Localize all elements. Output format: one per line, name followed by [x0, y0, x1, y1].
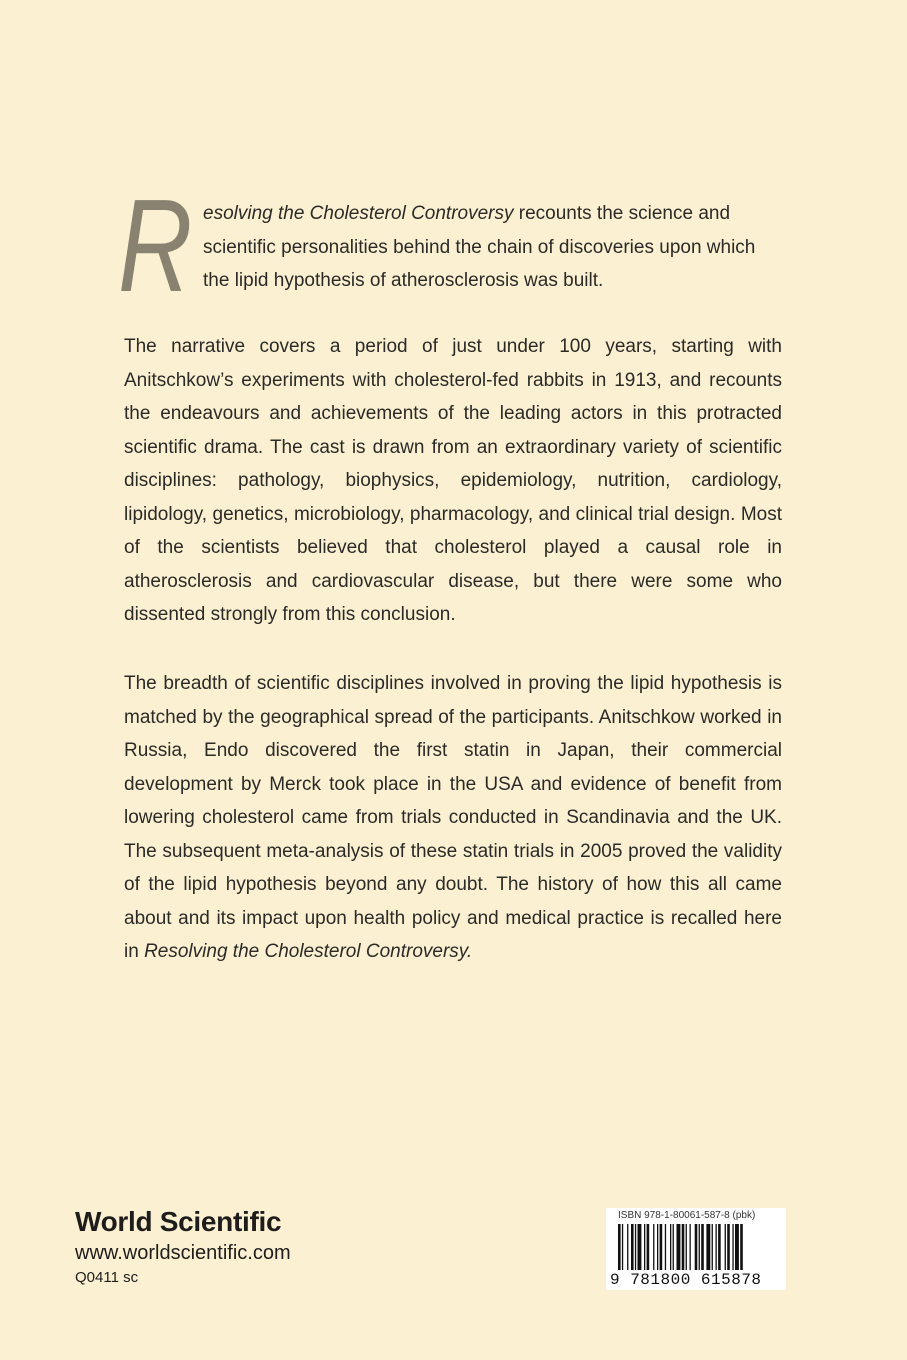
barcode-bar	[690, 1224, 691, 1270]
publisher-block	[75, 1204, 291, 1290]
barcode-bar	[725, 1224, 726, 1270]
barcode-bar	[635, 1224, 636, 1270]
barcode-bar	[695, 1224, 698, 1270]
isbn-barcode	[606, 1208, 786, 1290]
paragraph-narrative: The narrative covers a period of just under 100 years, starting with Anitschkow’s experiments with cholesterol-fed rabbits in 1913, and recounts the endeavours and achievements of the leading actors in this protracted scientific drama. The cast is drawn from an extraordinary variety of scientific disciplines: pathology, biophysics, epidemiology, nutrition, cardiology, lipidology, genetics, microbiology, pharmacology, and clinical trial design. Most of the scientists believed that cholesterol played a causal role in atherosclerosis and cardiovascular disease, but there were some who dissented strongly from this conclusion.	[124, 336, 782, 625]
barcode-bar	[622, 1224, 623, 1270]
barcode-bar	[644, 1224, 645, 1270]
barcode-bars	[606, 1224, 786, 1272]
barcode-bar	[670, 1224, 671, 1270]
barcode-bar	[618, 1224, 621, 1270]
barcode-bar	[718, 1224, 721, 1270]
book-title-italic-closing: Resolving the Cholesterol Controversy.	[144, 941, 473, 962]
paragraph-breadth	[124, 667, 782, 969]
intro-text: recounts the science and scientific personalities behind the chain of discoveries upon which the lipid hypothesis of atherosclerosis was built.	[203, 203, 756, 291]
intro-paragraph	[203, 197, 783, 298]
barcode-bar	[740, 1224, 743, 1270]
barcode-bar	[660, 1224, 663, 1270]
publisher-code: Q0411 sc	[75, 1269, 139, 1286]
barcode-bar	[673, 1224, 674, 1270]
publisher-url[interactable]: www.worldscientific.com	[75, 1242, 291, 1264]
barcode-bar	[631, 1224, 634, 1270]
barcode-bar	[647, 1224, 650, 1270]
barcode-bar	[716, 1224, 717, 1270]
paragraph-breadth-text: The breadth of scientific disciplines involved in proving the lipid hypothesis is matched by the geographical spread of the participants. Anitschkow worked in Russia, Endo discovered the first statin in Japan, their commercial development by Merck took place in the USA and evidence of benefit from lowering cholesterol came from trials conducted in Scandinavia and the UK. The subsequent meta-analysis of these statin trials in 2005 proved the validity of the lipid hypothesis beyond any doubt. The history of how this all came about and its impact upon health policy and medical practice is recalled here in	[124, 673, 782, 962]
barcode-bar	[627, 1224, 628, 1270]
barcode-bar	[712, 1224, 713, 1270]
barcode-bar	[638, 1224, 642, 1270]
barcode-bar	[665, 1224, 666, 1270]
barcode-bar	[732, 1224, 733, 1270]
barcode-bar	[677, 1224, 681, 1270]
isbn-label: ISBN 978-1-80061-587-8 (pbk)	[618, 1210, 756, 1221]
barcode-bar	[657, 1224, 658, 1270]
barcode-bar	[699, 1224, 700, 1270]
isbn-digits: 9 781800 615878	[610, 1271, 762, 1289]
publisher-name: World Scientific	[75, 1206, 282, 1237]
barcode-bar	[682, 1224, 685, 1270]
barcode-bar	[701, 1224, 704, 1270]
barcode-bar	[735, 1224, 739, 1270]
barcode-bar	[706, 1224, 710, 1270]
book-title-italic: esolving the Cholesterol Controversy	[203, 203, 514, 224]
drop-cap: R	[118, 172, 193, 319]
barcode-bar	[686, 1224, 687, 1270]
barcode-bar	[727, 1224, 730, 1270]
barcode-bar	[653, 1224, 654, 1270]
